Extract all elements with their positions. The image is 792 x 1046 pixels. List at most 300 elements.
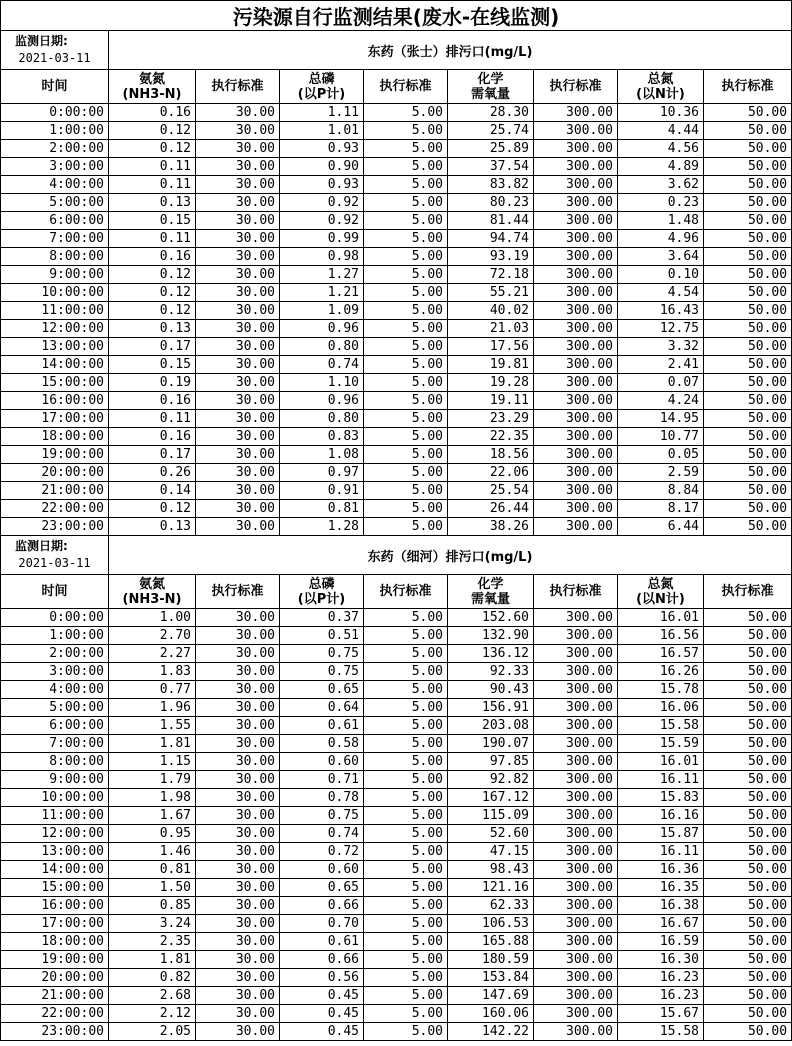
value-cell: 5.00 <box>364 482 448 500</box>
value-cell: 15.83 <box>618 789 704 807</box>
value-cell: 50.00 <box>704 392 792 410</box>
value-cell: 121.16 <box>448 879 534 897</box>
value-cell: 30.00 <box>196 825 280 843</box>
value-cell: 30.00 <box>196 987 280 1005</box>
value-cell: 300.00 <box>534 807 618 825</box>
value-cell: 50.00 <box>704 1005 792 1023</box>
value-cell: 1.11 <box>280 104 364 122</box>
value-cell: 30.00 <box>196 320 280 338</box>
value-cell: 0.81 <box>109 861 196 879</box>
value-cell: 300.00 <box>534 320 618 338</box>
table-row <box>1 1005 792 1023</box>
value-cell: 0.71 <box>280 771 364 789</box>
monitor-date-cell <box>1 536 109 575</box>
value-cell: 16.56 <box>618 627 704 645</box>
value-cell: 15.78 <box>618 681 704 699</box>
value-cell: 5.00 <box>364 194 448 212</box>
column-header: 化学 需氧量 <box>448 70 534 104</box>
value-cell: 25.54 <box>448 482 534 500</box>
value-cell: 16.23 <box>618 969 704 987</box>
monitor-date-value: 2021-03-11 <box>18 556 91 570</box>
value-cell: 0.12 <box>109 266 196 284</box>
value-cell: 30.00 <box>196 969 280 987</box>
table-row <box>1 951 792 969</box>
value-cell: 5.00 <box>364 735 448 753</box>
value-cell: 300.00 <box>534 302 618 320</box>
value-cell: 0.16 <box>109 104 196 122</box>
value-cell: 0.26 <box>109 464 196 482</box>
value-cell: 300.00 <box>534 915 618 933</box>
value-cell: 94.74 <box>448 230 534 248</box>
value-cell: 300.00 <box>534 663 618 681</box>
value-cell: 10.36 <box>618 104 704 122</box>
table-row <box>1 122 792 140</box>
value-cell: 300.00 <box>534 609 618 627</box>
value-cell: 30.00 <box>196 645 280 663</box>
value-cell: 18.56 <box>448 446 534 464</box>
value-cell: 0.66 <box>280 951 364 969</box>
value-cell: 30.00 <box>196 158 280 176</box>
value-cell: 1.67 <box>109 807 196 825</box>
value-cell: 0.65 <box>280 681 364 699</box>
table-row <box>1 771 792 789</box>
value-cell: 50.00 <box>704 374 792 392</box>
value-cell: 0.15 <box>109 212 196 230</box>
value-cell: 23.29 <box>448 410 534 428</box>
value-cell: 0.12 <box>109 500 196 518</box>
value-cell: 0.83 <box>280 428 364 446</box>
value-cell: 97.85 <box>448 753 534 771</box>
value-cell: 50.00 <box>704 302 792 320</box>
value-cell: 5.00 <box>364 500 448 518</box>
value-cell: 30.00 <box>196 933 280 951</box>
column-header: 执行标准 <box>704 70 792 104</box>
value-cell: 5.00 <box>364 320 448 338</box>
value-cell: 0.93 <box>280 140 364 158</box>
value-cell: 50.00 <box>704 248 792 266</box>
value-cell: 300.00 <box>534 356 618 374</box>
value-cell: 15.58 <box>618 717 704 735</box>
value-cell: 300.00 <box>534 645 618 663</box>
time-cell: 9:00:00 <box>1 771 109 789</box>
value-cell: 5.00 <box>364 1005 448 1023</box>
value-cell: 50.00 <box>704 320 792 338</box>
value-cell: 300.00 <box>534 681 618 699</box>
value-cell: 50.00 <box>704 699 792 717</box>
value-cell: 50.00 <box>704 645 792 663</box>
table-row <box>1 807 792 825</box>
table-row <box>1 302 792 320</box>
value-cell: 0.17 <box>109 446 196 464</box>
table-row <box>1 897 792 915</box>
value-cell: 5.00 <box>364 104 448 122</box>
value-cell: 40.02 <box>448 302 534 320</box>
value-cell: 152.60 <box>448 609 534 627</box>
value-cell: 50.00 <box>704 464 792 482</box>
value-cell: 2.59 <box>618 464 704 482</box>
table-row <box>1 446 792 464</box>
value-cell: 190.07 <box>448 735 534 753</box>
column-header: 执行标准 <box>364 575 448 609</box>
value-cell: 1.00 <box>109 609 196 627</box>
value-cell: 25.74 <box>448 122 534 140</box>
value-cell: 0.10 <box>618 266 704 284</box>
value-cell: 1.27 <box>280 266 364 284</box>
section-info-row <box>1 31 792 70</box>
time-cell: 1:00:00 <box>1 122 109 140</box>
value-cell: 0.12 <box>109 140 196 158</box>
value-cell: 19.28 <box>448 374 534 392</box>
value-cell: 16.26 <box>618 663 704 681</box>
table-row <box>1 915 792 933</box>
time-cell: 9:00:00 <box>1 266 109 284</box>
value-cell: 0.97 <box>280 464 364 482</box>
table-row <box>1 320 792 338</box>
value-cell: 1.81 <box>109 735 196 753</box>
value-cell: 0.98 <box>280 248 364 266</box>
value-cell: 5.00 <box>364 771 448 789</box>
table-row <box>1 518 792 536</box>
value-cell: 30.00 <box>196 735 280 753</box>
value-cell: 0.14 <box>109 482 196 500</box>
table-row <box>1 284 792 302</box>
table-row <box>1 158 792 176</box>
monitor-date-label: 监测日期: <box>15 34 68 48</box>
value-cell: 16.01 <box>618 753 704 771</box>
value-cell: 300.00 <box>534 482 618 500</box>
time-cell: 15:00:00 <box>1 879 109 897</box>
value-cell: 0.74 <box>280 356 364 374</box>
value-cell: 300.00 <box>534 789 618 807</box>
value-cell: 30.00 <box>196 1005 280 1023</box>
value-cell: 0.12 <box>109 284 196 302</box>
value-cell: 4.89 <box>618 158 704 176</box>
value-cell: 0.91 <box>280 482 364 500</box>
table-row <box>1 735 792 753</box>
value-cell: 0.95 <box>109 825 196 843</box>
time-cell: 23:00:00 <box>1 1023 109 1041</box>
value-cell: 1.09 <box>280 302 364 320</box>
value-cell: 5.00 <box>364 825 448 843</box>
value-cell: 52.60 <box>448 825 534 843</box>
value-cell: 50.00 <box>704 933 792 951</box>
table-row <box>1 212 792 230</box>
value-cell: 62.33 <box>448 897 534 915</box>
table-row <box>1 356 792 374</box>
value-cell: 47.15 <box>448 843 534 861</box>
value-cell: 0.19 <box>109 374 196 392</box>
value-cell: 50.00 <box>704 284 792 302</box>
value-cell: 5.00 <box>364 861 448 879</box>
value-cell: 0.45 <box>280 1005 364 1023</box>
value-cell: 300.00 <box>534 879 618 897</box>
report-title: 污染源自行监测结果(废水-在线监测) <box>1 1 792 31</box>
table-row <box>1 861 792 879</box>
section-info-row <box>1 536 792 575</box>
value-cell: 19.11 <box>448 392 534 410</box>
value-cell: 12.75 <box>618 320 704 338</box>
table-row <box>1 248 792 266</box>
value-cell: 4.56 <box>618 140 704 158</box>
value-cell: 5.00 <box>364 789 448 807</box>
value-cell: 300.00 <box>534 284 618 302</box>
value-cell: 50.00 <box>704 446 792 464</box>
value-cell: 0.85 <box>109 897 196 915</box>
value-cell: 30.00 <box>196 140 280 158</box>
value-cell: 30.00 <box>196 302 280 320</box>
column-header: 总氮 (以N计) <box>618 575 704 609</box>
value-cell: 50.00 <box>704 663 792 681</box>
value-cell: 0.64 <box>280 699 364 717</box>
value-cell: 1.50 <box>109 879 196 897</box>
value-cell: 300.00 <box>534 410 618 428</box>
value-cell: 30.00 <box>196 122 280 140</box>
value-cell: 5.00 <box>364 933 448 951</box>
time-cell: 13:00:00 <box>1 843 109 861</box>
value-cell: 50.00 <box>704 212 792 230</box>
time-cell: 11:00:00 <box>1 302 109 320</box>
value-cell: 2.70 <box>109 627 196 645</box>
value-cell: 5.00 <box>364 284 448 302</box>
table-row <box>1 663 792 681</box>
value-cell: 0.70 <box>280 915 364 933</box>
value-cell: 50.00 <box>704 356 792 374</box>
time-cell: 19:00:00 <box>1 951 109 969</box>
column-header: 执行标准 <box>364 70 448 104</box>
value-cell: 0.23 <box>618 194 704 212</box>
table-row <box>1 104 792 122</box>
value-cell: 50.00 <box>704 176 792 194</box>
table-row <box>1 987 792 1005</box>
value-cell: 0.99 <box>280 230 364 248</box>
value-cell: 5.00 <box>364 248 448 266</box>
value-cell: 50.00 <box>704 771 792 789</box>
monitor-date-cell <box>1 31 109 70</box>
value-cell: 30.00 <box>196 212 280 230</box>
table-row <box>1 176 792 194</box>
value-cell: 16.36 <box>618 861 704 879</box>
value-cell: 15.59 <box>618 735 704 753</box>
value-cell: 50.00 <box>704 230 792 248</box>
value-cell: 15.58 <box>618 1023 704 1041</box>
value-cell: 2.12 <box>109 1005 196 1023</box>
time-cell: 20:00:00 <box>1 969 109 987</box>
value-cell: 300.00 <box>534 446 618 464</box>
value-cell: 0.72 <box>280 843 364 861</box>
value-cell: 0.13 <box>109 518 196 536</box>
value-cell: 167.12 <box>448 789 534 807</box>
value-cell: 5.00 <box>364 663 448 681</box>
value-cell: 16.43 <box>618 302 704 320</box>
value-cell: 1.28 <box>280 518 364 536</box>
value-cell: 300.00 <box>534 266 618 284</box>
value-cell: 5.00 <box>364 627 448 645</box>
column-header: 总磷 (以P计) <box>280 575 364 609</box>
value-cell: 55.21 <box>448 284 534 302</box>
value-cell: 2.05 <box>109 1023 196 1041</box>
table-row <box>1 753 792 771</box>
time-cell: 19:00:00 <box>1 446 109 464</box>
value-cell: 1.55 <box>109 717 196 735</box>
value-cell: 50.00 <box>704 122 792 140</box>
value-cell: 0.11 <box>109 230 196 248</box>
value-cell: 300.00 <box>534 897 618 915</box>
value-cell: 5.00 <box>364 717 448 735</box>
value-cell: 300.00 <box>534 717 618 735</box>
time-cell: 7:00:00 <box>1 735 109 753</box>
value-cell: 0.78 <box>280 789 364 807</box>
value-cell: 300.00 <box>534 825 618 843</box>
value-cell: 0.11 <box>109 176 196 194</box>
value-cell: 30.00 <box>196 176 280 194</box>
value-cell: 30.00 <box>196 627 280 645</box>
table-row <box>1 428 792 446</box>
value-cell: 4.54 <box>618 284 704 302</box>
value-cell: 30.00 <box>196 699 280 717</box>
column-header: 执行标准 <box>196 70 280 104</box>
value-cell: 30.00 <box>196 717 280 735</box>
value-cell: 1.01 <box>280 122 364 140</box>
value-cell: 1.79 <box>109 771 196 789</box>
value-cell: 25.89 <box>448 140 534 158</box>
value-cell: 30.00 <box>196 915 280 933</box>
value-cell: 0.05 <box>618 446 704 464</box>
value-cell: 3.24 <box>109 915 196 933</box>
value-cell: 165.88 <box>448 933 534 951</box>
value-cell: 2.27 <box>109 645 196 663</box>
time-cell: 5:00:00 <box>1 194 109 212</box>
value-cell: 5.00 <box>364 302 448 320</box>
value-cell: 22.06 <box>448 464 534 482</box>
value-cell: 1.15 <box>109 753 196 771</box>
column-header-row <box>1 70 792 104</box>
column-header: 总磷 (以P计) <box>280 70 364 104</box>
value-cell: 30.00 <box>196 284 280 302</box>
value-cell: 300.00 <box>534 212 618 230</box>
value-cell: 72.18 <box>448 266 534 284</box>
value-cell: 4.96 <box>618 230 704 248</box>
value-cell: 0.56 <box>280 969 364 987</box>
value-cell: 5.00 <box>364 915 448 933</box>
time-cell: 16:00:00 <box>1 897 109 915</box>
value-cell: 5.00 <box>364 266 448 284</box>
value-cell: 0.90 <box>280 158 364 176</box>
table-row <box>1 609 792 627</box>
value-cell: 50.00 <box>704 825 792 843</box>
value-cell: 50.00 <box>704 104 792 122</box>
value-cell: 5.00 <box>364 410 448 428</box>
value-cell: 30.00 <box>196 807 280 825</box>
value-cell: 106.53 <box>448 915 534 933</box>
time-cell: 10:00:00 <box>1 789 109 807</box>
value-cell: 50.00 <box>704 609 792 627</box>
value-cell: 5.00 <box>364 176 448 194</box>
value-cell: 26.44 <box>448 500 534 518</box>
monitor-date-value: 2021-03-11 <box>18 51 91 65</box>
value-cell: 28.30 <box>448 104 534 122</box>
value-cell: 19.81 <box>448 356 534 374</box>
value-cell: 16.67 <box>618 915 704 933</box>
time-cell: 0:00:00 <box>1 104 109 122</box>
time-cell: 14:00:00 <box>1 356 109 374</box>
value-cell: 50.00 <box>704 1023 792 1041</box>
time-cell: 13:00:00 <box>1 338 109 356</box>
column-header: 执行标准 <box>704 575 792 609</box>
time-cell: 21:00:00 <box>1 987 109 1005</box>
value-cell: 92.82 <box>448 771 534 789</box>
value-cell: 0.17 <box>109 338 196 356</box>
value-cell: 1.46 <box>109 843 196 861</box>
table-row <box>1 410 792 428</box>
value-cell: 300.00 <box>534 230 618 248</box>
value-cell: 92.33 <box>448 663 534 681</box>
value-cell: 160.06 <box>448 1005 534 1023</box>
value-cell: 50.00 <box>704 861 792 879</box>
value-cell: 0.65 <box>280 879 364 897</box>
value-cell: 30.00 <box>196 500 280 518</box>
value-cell: 17.56 <box>448 338 534 356</box>
value-cell: 300.00 <box>534 987 618 1005</box>
value-cell: 30.00 <box>196 1023 280 1041</box>
value-cell: 300.00 <box>534 627 618 645</box>
table-row <box>1 645 792 663</box>
value-cell: 0.16 <box>109 428 196 446</box>
column-header: 氨氮 (NH3-N) <box>109 575 196 609</box>
value-cell: 16.35 <box>618 879 704 897</box>
value-cell: 16.06 <box>618 699 704 717</box>
value-cell: 5.00 <box>364 951 448 969</box>
value-cell: 16.01 <box>618 609 704 627</box>
table-row <box>1 266 792 284</box>
value-cell: 5.00 <box>364 645 448 663</box>
value-cell: 30.00 <box>196 609 280 627</box>
value-cell: 93.19 <box>448 248 534 266</box>
value-cell: 50.00 <box>704 987 792 1005</box>
value-cell: 0.45 <box>280 1023 364 1041</box>
value-cell: 30.00 <box>196 230 280 248</box>
value-cell: 8.17 <box>618 500 704 518</box>
value-cell: 5.00 <box>364 356 448 374</box>
value-cell: 16.30 <box>618 951 704 969</box>
value-cell: 0.80 <box>280 410 364 428</box>
value-cell: 50.00 <box>704 753 792 771</box>
table-row <box>1 338 792 356</box>
value-cell: 6.44 <box>618 518 704 536</box>
value-cell: 50.00 <box>704 428 792 446</box>
value-cell: 30.00 <box>196 428 280 446</box>
value-cell: 300.00 <box>534 933 618 951</box>
value-cell: 0.12 <box>109 122 196 140</box>
value-cell: 16.11 <box>618 771 704 789</box>
value-cell: 0.80 <box>280 338 364 356</box>
value-cell: 3.32 <box>618 338 704 356</box>
value-cell: 142.22 <box>448 1023 534 1041</box>
value-cell: 22.35 <box>448 428 534 446</box>
time-cell: 5:00:00 <box>1 699 109 717</box>
value-cell: 0.75 <box>280 663 364 681</box>
value-cell: 30.00 <box>196 897 280 915</box>
time-cell: 21:00:00 <box>1 482 109 500</box>
value-cell: 1.83 <box>109 663 196 681</box>
value-cell: 4.44 <box>618 122 704 140</box>
value-cell: 0.96 <box>280 320 364 338</box>
value-cell: 0.75 <box>280 645 364 663</box>
value-cell: 5.00 <box>364 843 448 861</box>
value-cell: 5.00 <box>364 230 448 248</box>
value-cell: 0.75 <box>280 807 364 825</box>
value-cell: 30.00 <box>196 374 280 392</box>
table-row <box>1 482 792 500</box>
